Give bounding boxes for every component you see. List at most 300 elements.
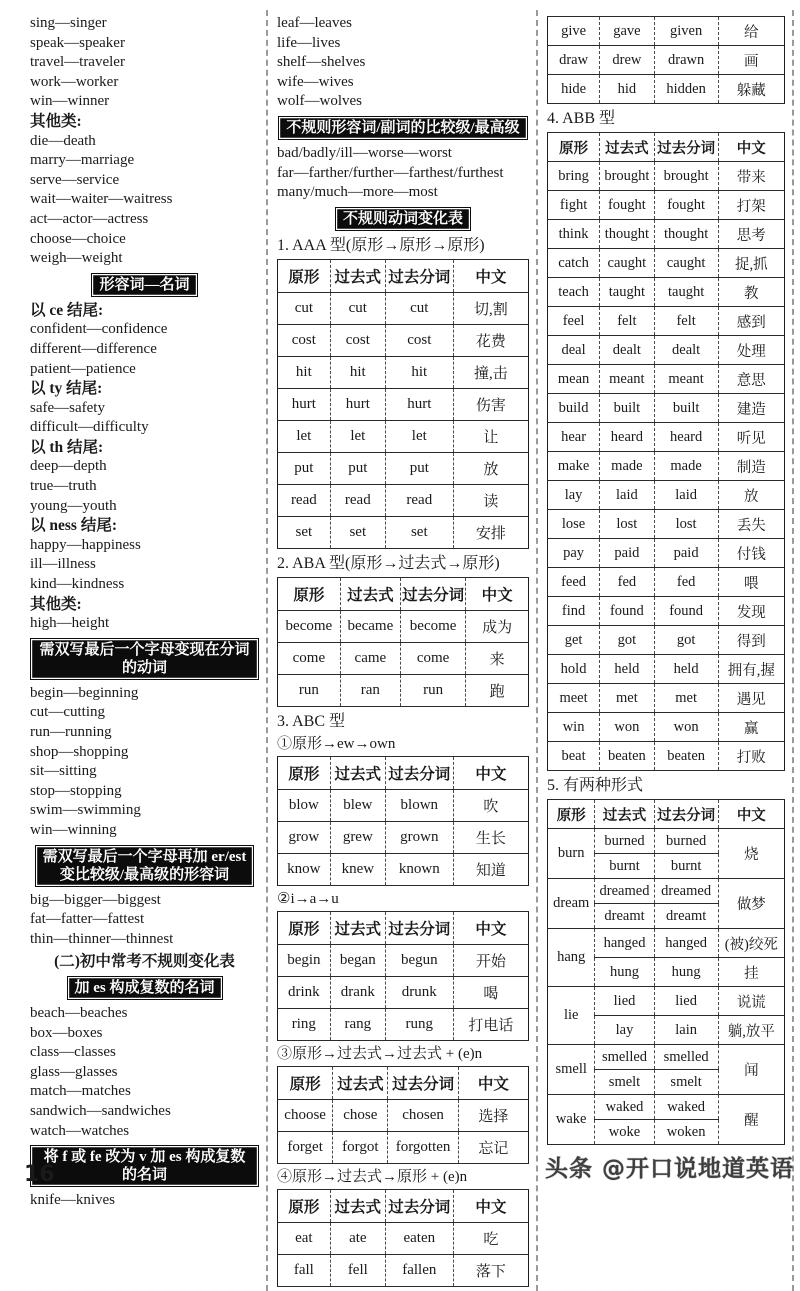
table-cell: 忘记: [458, 1131, 528, 1163]
table-cell: 选择: [458, 1099, 528, 1131]
pattern-caption: ③原形→过去式→过去式 + (e)n: [277, 1045, 483, 1062]
word-pair-line: speak—speaker: [30, 34, 125, 51]
word-pair-line: choose—choice: [30, 230, 126, 247]
table-cell: 捉,抓: [718, 249, 784, 278]
table-cell: grown: [385, 821, 453, 853]
table-cell: blew: [330, 789, 385, 821]
table-cell: give: [548, 17, 600, 46]
table-cell: lay: [595, 1016, 654, 1045]
column-header: 原形: [278, 1189, 331, 1222]
table-cell: smelled: [595, 1045, 654, 1070]
group-label: 以 th 结尾:: [30, 438, 104, 456]
word-pair-line: marry—marriage: [30, 152, 135, 169]
section-header: 需双写最后一个字母变现在分词的动词: [30, 638, 259, 680]
word-pair-line: swim—swimming: [30, 802, 141, 819]
table-row: [278, 1222, 529, 1254]
table-header-row: [278, 1189, 529, 1222]
column-header: 原形: [278, 577, 341, 610]
table-caption: 2. ABA 型(原形→过去式→原形): [277, 554, 500, 572]
word-pair-line: act—actor—actress: [30, 210, 149, 227]
table-cell: run: [278, 674, 341, 706]
word-pair-line: cut—cutting: [30, 704, 105, 721]
table-cell: 遇见: [718, 684, 784, 713]
table-cell: become: [278, 610, 341, 642]
meaning-cell: 躺,放平: [718, 1016, 784, 1045]
column-header: 过去分词: [400, 577, 465, 610]
watermark-text: 头条 @开口说地道英语: [544, 1156, 794, 1182]
table-row: [548, 307, 785, 336]
table-row: [548, 539, 785, 568]
word-pair-line: win—winning: [30, 821, 117, 838]
table-cell: let: [385, 420, 453, 452]
table-cell: 感到: [718, 307, 784, 336]
table-cell: begun: [385, 944, 453, 976]
table-cell: made: [600, 452, 655, 481]
table-cell: 得到: [718, 626, 784, 655]
table-cell: set: [330, 516, 385, 548]
table-cell: become: [400, 610, 465, 642]
table-cell: pay: [548, 539, 600, 568]
column-header: 中文: [453, 911, 528, 944]
table-cell: hit: [385, 356, 453, 388]
meaning-cell: (被)绞死: [718, 929, 784, 958]
table-row: [278, 976, 529, 1008]
table-cell: deal: [548, 336, 600, 365]
table-cell: dreamt: [654, 904, 718, 929]
table-cell: 发现: [718, 597, 784, 626]
table-cell: thought: [600, 220, 655, 249]
column-header: 过去分词: [654, 133, 718, 162]
table-cell: 吹: [453, 789, 528, 821]
table-row: [548, 879, 785, 904]
column-header: 中文: [458, 1066, 528, 1099]
word-pair-line: sing—singer: [30, 15, 107, 31]
table-cell: run: [400, 674, 465, 706]
table-cell: 躲藏: [718, 75, 784, 104]
word-pair-line: begin—beginning: [30, 684, 139, 701]
table-cell: ran: [340, 674, 400, 706]
table-cell: cut: [330, 292, 385, 324]
meaning-cell: 做梦: [718, 879, 784, 929]
column-header: 原形: [548, 800, 595, 829]
table-cell: brought: [600, 162, 655, 191]
table-cell: brought: [654, 162, 718, 191]
column-header: 中文: [453, 1189, 528, 1222]
word-pair-line: leaf—leaves: [277, 15, 352, 31]
verb-table: [277, 1066, 529, 1164]
word-pair-line: knife—knives: [30, 1192, 115, 1209]
group-label: 其他类:: [30, 595, 82, 613]
word-pair-line: sit—sitting: [30, 763, 97, 780]
table-caption: 3. ABC 型: [277, 712, 346, 730]
table-cell: waked: [654, 1095, 718, 1120]
table-cell: hidden: [654, 75, 718, 104]
table-row: [548, 162, 785, 191]
table-cell: chosen: [388, 1099, 458, 1131]
section-header: 加 es 构成复数的名词: [67, 976, 223, 1000]
table-cell: fought: [654, 191, 718, 220]
table-cell: lied: [654, 987, 718, 1016]
table-row: [548, 568, 785, 597]
column-header: 过去分词: [654, 800, 718, 829]
column-header: 过去分词: [385, 911, 453, 944]
table-cell: hanged: [654, 929, 718, 958]
table-cell: 切,割: [453, 292, 528, 324]
base-form-cell: lie: [548, 987, 595, 1045]
table-cell: fight: [548, 191, 600, 220]
table-cell: fought: [600, 191, 655, 220]
table-row: [548, 742, 785, 771]
word-pair-line: difficult—difficulty: [30, 419, 149, 436]
table-cell: knew: [330, 853, 385, 885]
table-cell: hanged: [595, 929, 654, 958]
table-cell: 放: [718, 481, 784, 510]
column-header: 过去分词: [385, 1189, 453, 1222]
table-cell: dealt: [654, 336, 718, 365]
table-cell: 花费: [453, 324, 528, 356]
table-cell: 跑: [466, 674, 529, 706]
table-cell: 喝: [453, 976, 528, 1008]
table-row: [278, 484, 529, 516]
table-cell: woken: [654, 1120, 718, 1145]
table-cell: eaten: [385, 1222, 453, 1254]
table-cell: mean: [548, 365, 600, 394]
table-cell: hung: [654, 958, 718, 987]
table-cell: forgot: [333, 1131, 388, 1163]
group-label: 以 ty 结尾:: [30, 380, 103, 398]
table-cell: 付钱: [718, 539, 784, 568]
table-header-row: [278, 259, 529, 292]
table-cell: 听见: [718, 423, 784, 452]
table-cell: paid: [600, 539, 655, 568]
table-cell: given: [654, 17, 718, 46]
table-cell: come: [278, 642, 341, 674]
right-column: [538, 10, 794, 1291]
table-cell: hurt: [385, 388, 453, 420]
word-pair-line: big—bigger—biggest: [30, 891, 161, 908]
column-header: 过去分词: [385, 259, 453, 292]
table-cell: beat: [548, 742, 600, 771]
table-cell: came: [340, 642, 400, 674]
column-header: 原形: [278, 1066, 333, 1099]
table-cell: rang: [330, 1008, 385, 1040]
table-cell: let: [278, 420, 331, 452]
verb-table: [277, 259, 529, 549]
table-cell: forget: [278, 1131, 333, 1163]
table-cell: hit: [278, 356, 331, 388]
table-cell: catch: [548, 249, 600, 278]
table-cell: read: [278, 484, 331, 516]
table-cell: became: [340, 610, 400, 642]
table-header-row: [278, 1066, 529, 1099]
table-header-row: [548, 800, 785, 829]
table-cell: found: [600, 597, 655, 626]
table-cell: set: [385, 516, 453, 548]
table-cell: hurt: [278, 388, 331, 420]
meaning-cell: 烧: [718, 829, 784, 879]
table-cell: 打败: [718, 742, 784, 771]
column-header: 过去式: [330, 1189, 385, 1222]
table-cell: beaten: [654, 742, 718, 771]
table-row: [278, 1131, 529, 1163]
word-pair-line: ill—illness: [30, 556, 96, 573]
table-cell: blow: [278, 789, 331, 821]
table-cell: come: [400, 642, 465, 674]
meaning-cell: 闻: [718, 1045, 784, 1095]
table-cell: read: [330, 484, 385, 516]
table-cell: meet: [548, 684, 600, 713]
column-header: 原形: [278, 911, 331, 944]
column-header: 中文: [466, 577, 529, 610]
table-cell: 读: [453, 484, 528, 516]
table-row: [278, 944, 529, 976]
table-row: [278, 516, 529, 548]
word-pair-line: shelf—shelves: [277, 54, 366, 71]
table-cell: 开始: [453, 944, 528, 976]
header-line: 变比较级/最高级的形容词: [59, 866, 230, 883]
table-cell: win: [548, 713, 600, 742]
column-header: 过去分词: [385, 756, 453, 789]
table-row: [548, 365, 785, 394]
table-cell: 意思: [718, 365, 784, 394]
table-row: [548, 626, 785, 655]
table-cell: found: [654, 597, 718, 626]
table-cell: fallen: [385, 1254, 453, 1286]
table-row: [548, 929, 785, 958]
section-header: 不规则动词变化表: [335, 207, 471, 231]
word-pair-line: win—winner: [30, 93, 110, 110]
table-cell: beaten: [600, 742, 655, 771]
table-row: [548, 46, 785, 75]
column-header: 中文: [453, 756, 528, 789]
table-cell: heard: [600, 423, 655, 452]
section-header: 将 f 或 fe 改为 v 加 es 构成复数的名词: [30, 1145, 259, 1187]
table-cell: dreamt: [595, 904, 654, 929]
column-header: 中文: [718, 133, 784, 162]
table-row: [278, 642, 529, 674]
table-cell: smelt: [654, 1070, 718, 1095]
table-cell: 来: [466, 642, 529, 674]
table-cell: think: [548, 220, 600, 249]
word-pair-line: young—youth: [30, 497, 117, 514]
word-pair-line: fat—fatter—fattest: [30, 911, 145, 928]
table-cell: 喂: [718, 568, 784, 597]
table-cell: know: [278, 853, 331, 885]
table-cell: burned: [654, 829, 718, 854]
table-row: [548, 987, 785, 1016]
table-caption: 1. AAA 型(原形→原形→原形): [277, 236, 485, 254]
table-cell: burned: [595, 829, 654, 854]
table-row: [278, 388, 529, 420]
table-cell: 放: [453, 452, 528, 484]
table-cell: won: [600, 713, 655, 742]
table-cell: gave: [600, 17, 655, 46]
table-cell: grew: [330, 821, 385, 853]
table-cell: set: [278, 516, 331, 548]
table-row: [278, 789, 529, 821]
table-cell: built: [654, 394, 718, 423]
word-pair-line: life—lives: [277, 34, 341, 51]
table-row: [548, 75, 785, 104]
table-row: [548, 597, 785, 626]
header-line: 需双写最后一个字母再加 er/est: [42, 848, 247, 865]
table-cell: hide: [548, 75, 600, 104]
left-column: [6, 10, 268, 1291]
table-cell: dreamed: [654, 879, 718, 904]
table-row: [548, 1095, 785, 1120]
word-pair-line: die—death: [30, 132, 96, 149]
table-cell: feel: [548, 307, 600, 336]
table-row: [278, 324, 529, 356]
table-cell: laid: [654, 481, 718, 510]
table-cell: known: [385, 853, 453, 885]
table-cell: made: [654, 452, 718, 481]
word-pair-line: kind—kindness: [30, 576, 125, 593]
table-header-row: [278, 756, 529, 789]
word-pair-line: shop—shopping: [30, 743, 129, 760]
table-row: [548, 336, 785, 365]
word-pair-line: far—farther/further—farthest/furthest: [277, 164, 504, 181]
table-cell: rung: [385, 1008, 453, 1040]
table-cell: put: [330, 452, 385, 484]
table-cell: 给: [718, 17, 784, 46]
column-header: 中文: [718, 800, 784, 829]
table-cell: 建造: [718, 394, 784, 423]
table-cell: grow: [278, 821, 331, 853]
table-row: [548, 191, 785, 220]
table-cell: 吃: [453, 1222, 528, 1254]
column-header: 过去式: [330, 756, 385, 789]
word-pair-line: bad/badly/ill—worse—worst: [277, 144, 452, 161]
table-cell: cost: [330, 324, 385, 356]
table-row: [278, 356, 529, 388]
word-pair-line: safe—safety: [30, 399, 105, 416]
table-row: [548, 249, 785, 278]
word-pair-line: happy—happiness: [30, 536, 141, 553]
column-header: 过去式: [595, 800, 654, 829]
table-cell: blown: [385, 789, 453, 821]
table-row: [548, 510, 785, 539]
word-pair-line: run—running: [30, 724, 112, 740]
table-cell: began: [330, 944, 385, 976]
table-caption: 4. ABB 型: [547, 110, 616, 127]
word-pair-line: watch—watches: [30, 1122, 130, 1139]
table-cell: cut: [278, 292, 331, 324]
table-row: [278, 1254, 529, 1286]
table-cell: meant: [600, 365, 655, 394]
table-row: [278, 610, 529, 642]
table-cell: 成为: [466, 610, 529, 642]
table-row: [548, 220, 785, 249]
pattern-caption: ①原形→ew→own: [277, 735, 396, 752]
table-cell: fell: [330, 1254, 385, 1286]
table-cell: hit: [330, 356, 385, 388]
table-cell: felt: [654, 307, 718, 336]
table-cell: lose: [548, 510, 600, 539]
column-header: 过去式: [340, 577, 400, 610]
table-cell: drew: [600, 46, 655, 75]
table-cell: meant: [654, 365, 718, 394]
table-cell: won: [654, 713, 718, 742]
table-cell: held: [654, 655, 718, 684]
table-row: [278, 452, 529, 484]
pattern-caption: ④原形→过去式→原形 + (e)n: [277, 1168, 468, 1185]
base-form-cell: burn: [548, 829, 595, 879]
table-cell: heard: [654, 423, 718, 452]
table-header-row: [278, 577, 529, 610]
table-cell: hung: [595, 958, 654, 987]
table-cell: forgotten: [388, 1131, 458, 1163]
column-header: 原形: [278, 259, 331, 292]
table-row: [548, 394, 785, 423]
table-row: [278, 1099, 529, 1131]
table-cell: taught: [654, 278, 718, 307]
table-cell: 制造: [718, 452, 784, 481]
table-cell: dreamed: [595, 879, 654, 904]
word-pair-line: wife—wives: [277, 73, 354, 90]
table-cell: lied: [595, 987, 654, 1016]
table-cell: fed: [654, 568, 718, 597]
word-pair-line: many/much—more—most: [277, 184, 438, 201]
base-form-cell: hang: [548, 929, 595, 987]
table-cell: waked: [595, 1095, 654, 1120]
table-row: [278, 1008, 529, 1040]
table-cell: 丢失: [718, 510, 784, 539]
table-cell: 落下: [453, 1254, 528, 1286]
table-cell: 带来: [718, 162, 784, 191]
table-cell: burnt: [654, 854, 718, 879]
table-row: [548, 481, 785, 510]
table-cell: 拥有,握: [718, 655, 784, 684]
table-cell: put: [278, 452, 331, 484]
word-pair-line: beach—beaches: [30, 1004, 128, 1021]
column-header: 原形: [278, 756, 331, 789]
table-cell: held: [600, 655, 655, 684]
table-cell: got: [600, 626, 655, 655]
table-cell: felt: [600, 307, 655, 336]
two-forms-table: [547, 799, 785, 1145]
table-row: [278, 420, 529, 452]
table-row: [548, 17, 785, 46]
table-row: [278, 821, 529, 853]
word-pair-line: thin—thinner—thinnest: [30, 930, 174, 947]
table-row: [548, 684, 785, 713]
table-cell: lay: [548, 481, 600, 510]
group-label: 以 ness 结尾:: [30, 517, 117, 535]
table-cell: begin: [278, 944, 331, 976]
table-cell: 伤害: [453, 388, 528, 420]
table-cell: drank: [330, 976, 385, 1008]
table-cell: taught: [600, 278, 655, 307]
table-cell: got: [654, 626, 718, 655]
table-cell: read: [385, 484, 453, 516]
section-header: 不规则形容词/副词的比较级/最高级: [278, 116, 527, 140]
middle-column: [268, 10, 538, 1291]
table-cell: ring: [278, 1008, 331, 1040]
column-header: 原形: [548, 133, 600, 162]
word-pair-line: match—matches: [30, 1083, 131, 1100]
table-cell: hid: [600, 75, 655, 104]
table-cell: woke: [595, 1120, 654, 1145]
table-row: [278, 292, 529, 324]
table-cell: dealt: [600, 336, 655, 365]
verb-table: [277, 911, 529, 1041]
table-row: [548, 452, 785, 481]
verb-table: [547, 16, 785, 104]
word-pair-line: true—truth: [30, 478, 97, 495]
table-cell: 画: [718, 46, 784, 75]
word-pair-line: glass—glasses: [30, 1063, 118, 1080]
